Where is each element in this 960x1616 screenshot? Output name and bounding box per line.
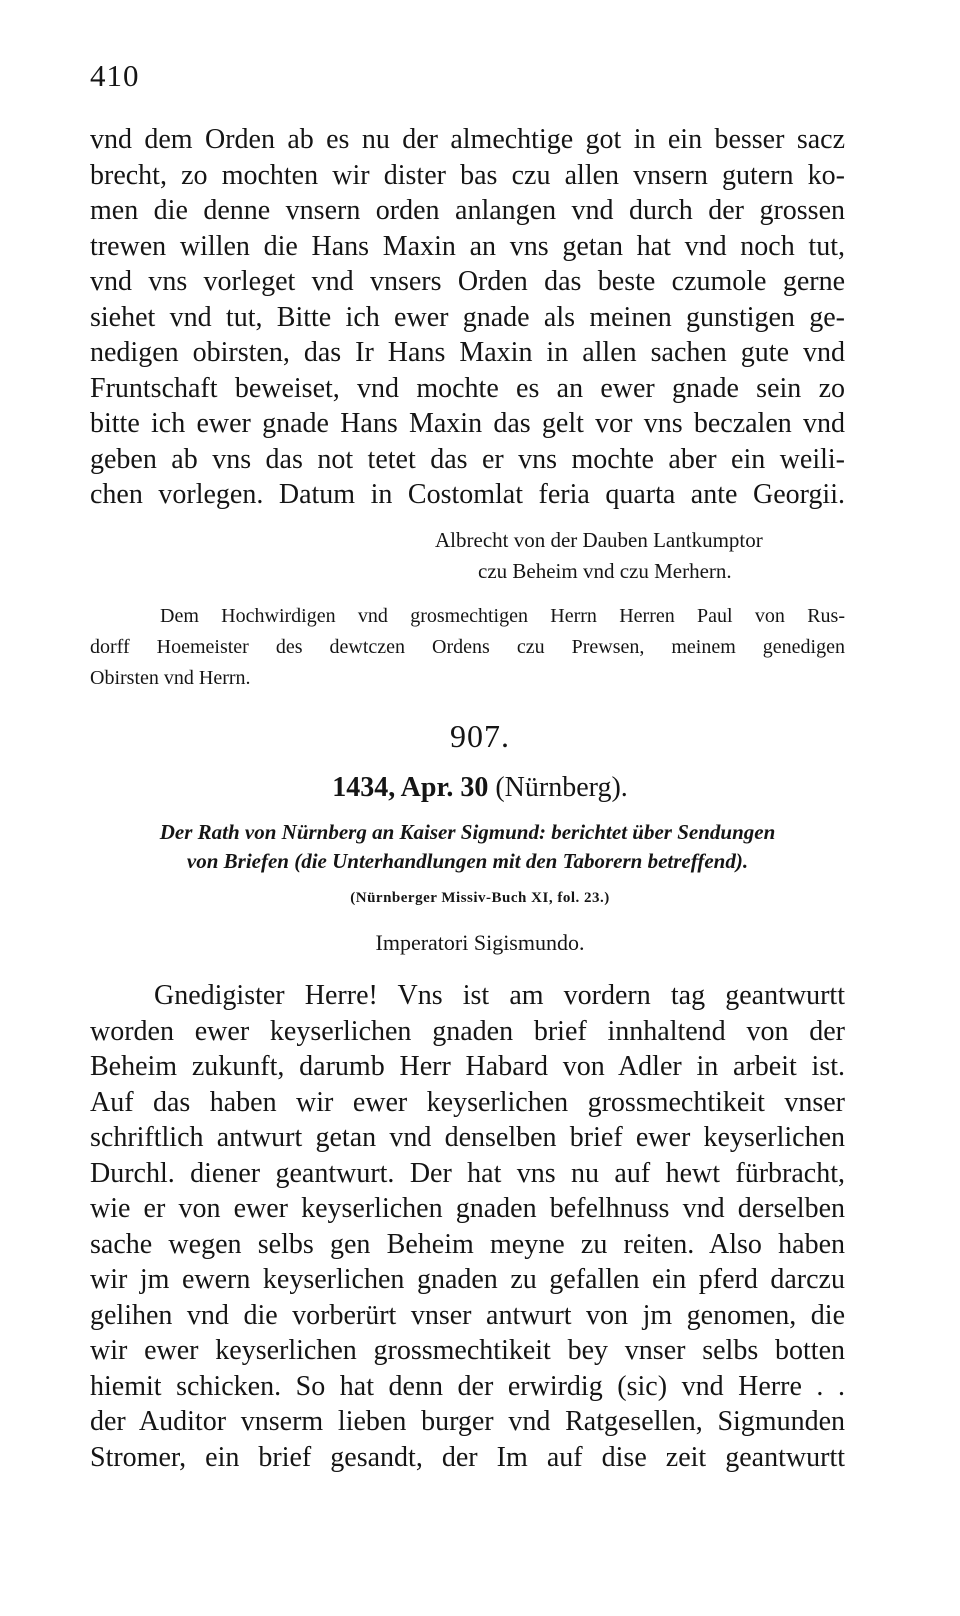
address-line: Dem Hochwirdigen vnd grosmechtigen Herrn Herren Paul von Rus- [160,605,845,627]
text-line: Fruntschaft beweiset, vnd mochte es an ewer gnade sein zo [90,372,845,404]
text-line: Gnedigister Herre! Vns ist am vordern tag geantwurtt [154,980,845,1011]
regest [90,818,845,876]
text-line: vnd dem Orden ab es nu der almechtige got in ein besser sacz [90,124,845,155]
address-line: Obirsten vnd Herrn. [90,667,251,689]
text-line: siehet vnd tut, Bitte ich ewer gnade als meinen gunstigen ge- [90,301,845,333]
text-line: wir ewer keyserlichen grossmechtikeit bey vnser selbs botten [90,1335,845,1366]
date-text: 1434, Apr. 30 [332,772,489,803]
text-line: trewen willen die Hans Maxin an vns getan hat vnd noch tut, [90,230,845,262]
letter-body [90,978,845,1475]
text-line: bitte ich ewer gnade Hans Maxin das gelt vor vns beczalen vnd [90,408,845,439]
text-line: geben ab vns das not tetet das er vns mochte aber ein weili- [90,443,845,475]
text-line: vnd vns vorleget vnd vnsers Orden das beste czumole gerne [90,266,845,297]
text-line: Beheim zukunft, darumb Herr Habard von Adler in arbeit ist. [90,1051,845,1082]
text-line: Auf das haben wir ewer keyserlichen grossmechtikeit vnser [90,1086,845,1118]
regest-line: Der Rath von Nürnberg an Kaiser Sigmund: berichtet über Sendungen [159,820,776,844]
page-number: 410 [90,58,140,93]
letter-continuation [90,122,845,513]
regest-line: von Briefen (die Unterhandlungen mit den Taborern betreffend). [186,849,749,873]
text-line: sache wegen selbs gen Beheim meyne zu reiten. Also haben [90,1228,845,1260]
text-line: wie er von ewer keyserlichen gnaden befelhnuss vnd derselben [90,1193,845,1224]
text-line: nedigen obirsten, das Ir Hans Maxin in allen sachen gute vnd [90,337,845,368]
address-line: dorff Hoemeister des dewtczen Ordens czu Prewsen, meinem genedigen [90,636,845,658]
text-line: Durchl. diener geantwurt. Der hat vns nu auf hewt fürbracht, [90,1157,845,1189]
text-line: schriftlich antwurt getan vnd denselben brief ewer keyserlichen [90,1122,845,1153]
text-line: men die denne vnsern orden anlangen vnd durch der grossen [90,195,845,226]
source-reference: (Nürnberger Missiv-Buch XI, fol. 23.) [350,890,610,906]
text-line: wir jm ewern keyserlichen gnaden zu gefallen ein pferd darczu [90,1264,845,1295]
text-line: brecht, zo mochten wir dister bas czu allen vnsern gutern ko- [90,159,845,191]
text-line: hiemit schicken. So hat denn der erwirdig (sic) vnd Herre . . [90,1370,845,1402]
text-line: Stromer, ein brief gesandt, der Im auf dise zeit geantwurtt [90,1441,845,1473]
text-line: der Auditor vnserm lieben burger vnd Ratgesellen, Sigmunden [90,1406,845,1437]
text-line: gelihen vnd die vorberürt vnser antwurt von jm genomen, die [90,1299,845,1331]
signature-line: czu Beheim vnd czu Merhern. [478,559,732,583]
text-line: worden ewer keyserlichen gnaden brief innhaltend von der [90,1015,845,1047]
text-line: chen vorlegen. Datum in Costomlat feria quarta ante Georgii. [90,479,845,510]
document-number: 907. [450,718,510,754]
address-block [90,601,845,694]
signature-line: Albrecht von der Dauben Lantkumptor [435,528,763,552]
addressee: Imperatori Sigismundo. [375,930,585,955]
document-date [0,772,960,804]
place-text: (Nürnberg). [495,772,628,803]
